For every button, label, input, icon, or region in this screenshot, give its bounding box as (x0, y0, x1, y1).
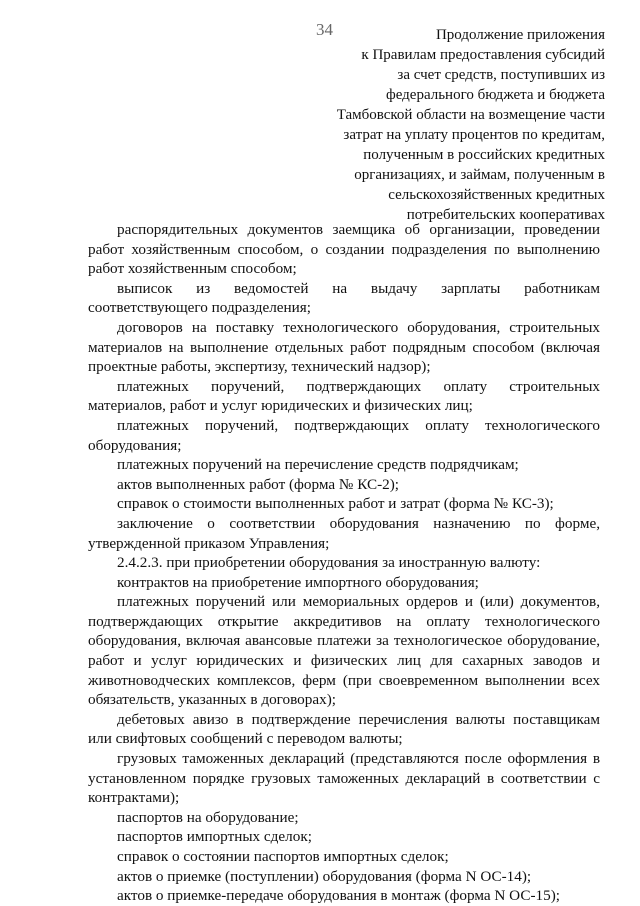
paragraph: актов о приемке-передаче оборудования в монтаж (форма N ОС-15); (117, 887, 560, 905)
paragraph: платежных поручений или мемориальных ордеров и (или) документов, подтверждающих открытие аккредитивов на оплату технологического оборудования, включая авансовые платежи за технологическое оборудование, работ и услуг юридических и физических лиц для сахарных заводов и животноводческих комплексов, ферм (при своевременном выполнении всех обязательств, указанных в договорах); (88, 593, 600, 709)
header-line: сельскохозяйственных кредитных (388, 187, 605, 203)
paragraph: актов о приемке (поступлении) оборудования (форма N ОС-14); (117, 867, 532, 885)
paragraph: платежных поручений, подтверждающих оплату технологического оборудования; (88, 416, 600, 454)
paragraph: дебетовых авизо в подтверждение перечисления валюты поставщикам или свифтовых сообщений с переводом валюты; (88, 710, 600, 748)
document-body (88, 220, 600, 906)
header-line: Тамбовской области на возмещение части (336, 107, 605, 123)
header-line: полученным в российских кредитных (363, 147, 605, 163)
paragraph: платежных поручений на перечисление средств подрядчикам; (117, 456, 519, 474)
header-line: за счет средств, поступивших из (397, 67, 605, 83)
header-line: организациях, и займам, полученным в (354, 167, 605, 183)
paragraph: выписок из ведомостей на выдачу зарплаты работникам соответствующего подразделения; (88, 279, 600, 317)
paragraph: справок о стоимости выполненных работ и затрат (форма № КС-3); (117, 495, 554, 513)
header-line: к Правилам предоставления субсидий (361, 47, 605, 63)
paragraph: контрактов на приобретение импортного оборудования; (117, 573, 479, 591)
appendix-header (305, 25, 605, 225)
paragraph: справок о состоянии паспортов импортных сделок; (117, 848, 449, 865)
paragraph: 2.4.2.3. при приобретении оборудования за иностранную валюту: (117, 554, 541, 572)
paragraph: заключение о соответствии оборудования назначению по форме, утвержденной приказом Управления; (88, 514, 600, 552)
paragraph: грузовых таможенных деклараций (представляются после оформления в установленном порядке грузовых таможенных деклараций в соответствии с контрактами); (88, 750, 600, 807)
paragraph: паспортов импортных сделок; (117, 828, 312, 846)
header-line: Продолжение приложения (435, 27, 605, 43)
paragraph: платежных поручений, подтверждающих оплату строительных материалов, работ и услуг юридических и физических лиц; (88, 377, 600, 415)
page-number: 34 (316, 20, 333, 39)
paragraph: распорядительных документов заемщика об организации, проведении работ хозяйственным способом, о создании подразделения по выполнению работ хозяйственным способом; (88, 221, 600, 278)
header-line: затрат на уплату процентов по кредитам, (343, 127, 605, 143)
header-line: потребительских кооперативах (406, 207, 605, 223)
paragraph: паспортов на оборудование; (117, 808, 299, 826)
paragraph: актов выполненных работ (форма № КС-2); (117, 475, 399, 493)
header-line: федерального бюджета и бюджета (385, 87, 605, 103)
paragraph: договоров на поставку технологического оборудования, строительных материалов на выполнение отдельных работ подрядным способом (включая проектные работы, экспертизу, технический надзор); (88, 318, 600, 376)
